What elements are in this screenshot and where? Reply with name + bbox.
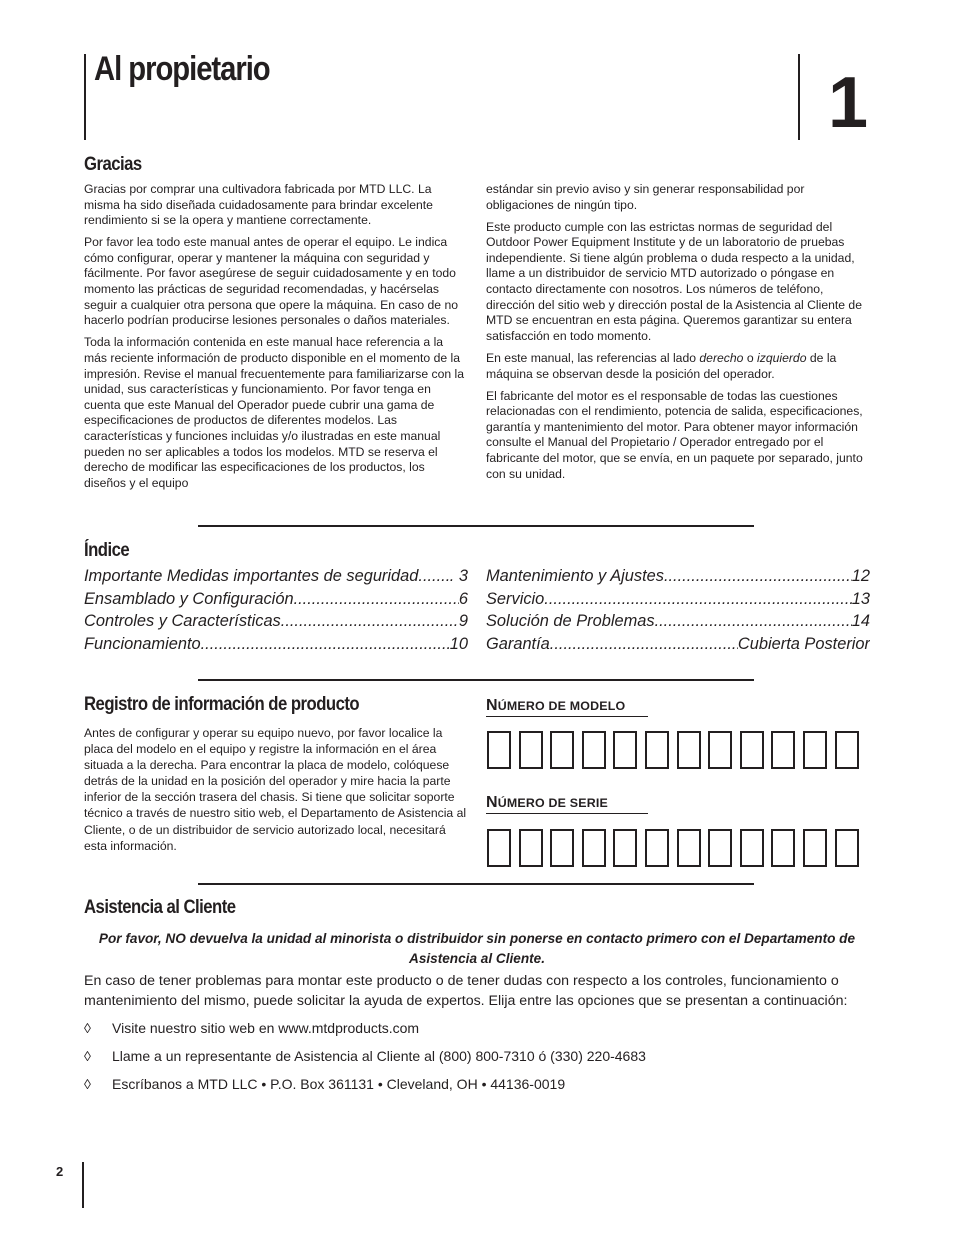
model-number-boxes — [487, 731, 859, 769]
chapter-rule — [798, 54, 800, 140]
gracias-left-column — [84, 182, 466, 498]
gracias-paragraph-2: Por favor lea todo este manual antes de operar el equipo. Le indica cómo configurar, operar y mantener la máquina con seguridad y fácilmente. Por favor asegúrese de seguir cuidadosamente y en todo momento las prácticas de seguridad recomendadas, y hacérselas seguir a cualquier otra persona que opere la máquina. En caso de no hacerlo podrían producirse lesiones personales o daños materiales. — [84, 235, 458, 328]
model-number-box[interactable] — [803, 731, 827, 769]
gracias-right-paragraph-2: Este producto cumple con las estrictas normas de seguridad del Outdoor Power Equipment Institute y de un laboratorio de pruebas independiente. Si tiene algún problema o duda respecto a la unidad, llame a un distribuidor de servicio MTD autorizado o póngase en contacto directamente con nosotros. Los números de teléfono, dirección del sitio web y dirección postal de la Asistencia al Cliente de MTD se encuentran en esta página. Queremos garantizar su entera satisfacción en todo momento. — [486, 219, 862, 343]
serial-number-box[interactable] — [708, 829, 732, 867]
contact-option-mail — [84, 1076, 565, 1092]
chapter-number: 1 — [828, 63, 867, 143]
model-number-box[interactable] — [487, 731, 511, 769]
serial-number-box[interactable] — [835, 829, 859, 867]
serial-number-boxes — [487, 829, 859, 867]
section-divider — [198, 883, 754, 885]
model-number-box[interactable] — [740, 731, 764, 769]
model-number-label: NÚMERO DE MODELO — [486, 697, 626, 714]
serial-number-box[interactable] — [771, 829, 795, 867]
asistencia-intro: En caso de tener problemas para montar este producto o de tener dudas con respecto a los controles, funcionamiento o mantenimiento del mismo, puede solicitar la ayuda de expertos. Elija entre las opciones que se presentan a continuación: — [84, 973, 848, 1009]
registro-body: Antes de configurar y operar su equipo nuevo, por favor localice la placa del modelo en el equipo y registre la información en el área situada a la derecha. Para encontrar la placa de modelo, colóquese detrás de la unidad en la posición del operador y mire hacia la parte inferior de la sección trasera del chasis. Si tiene que solicitar soporte técnico a través de nuestro sitio web, el Departamento de Asistencia al Cliente, o de un distribuidor de servicio autorizado local, necesitará esta información. — [84, 726, 467, 853]
toc-entry[interactable]: Importante Medidas importantes de seguridad ..... . 3 — [84, 565, 468, 588]
serial-number-box[interactable] — [677, 829, 701, 867]
asistencia-heading: Asistencia al Cliente — [84, 897, 236, 918]
footer-rule — [82, 1162, 84, 1208]
gracias-heading: Gracias — [84, 154, 142, 175]
gracias-right-paragraph-3: En este manual, las referencias al lado derecho o izquierdo de la máquina se observan desde la posición del operador. — [486, 350, 837, 381]
diamond-bullet-icon: ◊ — [84, 1020, 91, 1036]
toc-right-column — [486, 565, 870, 655]
serial-number-box[interactable] — [582, 829, 606, 867]
serial-number-box[interactable] — [645, 829, 669, 867]
serial-number-box[interactable] — [519, 829, 543, 867]
section-divider — [198, 525, 754, 527]
toc-left-column — [84, 565, 468, 655]
gracias-right-paragraph-4: El fabricante del motor es el responsable de todas las cuestiones relacionadas con el rendimiento, potencia de salida, especificaciones, garantía y mantenimiento del motor. Para obtener mayor información consulte el Manual del Propietario / Operador entregado por el fabricante del motor, que se envía, en un paquete por separado, junto con su unidad. — [486, 388, 863, 481]
gracias-paragraph-3: Toda la información contenida en este manual hace referencia a la más reciente información de producto disponible en el momento de la impresión. Revise el manual frecuentemente para familiarizarse con la unidad, sus características y funcionamiento. Por favor tenga en cuenta que este Manual del Operador puede cubrir una gama de especificaciones de productos de diferentes modelos. Las características y funciones incluidas y/o ilustradas en este manual pueden no ser aplicables a todos los modelos. MTD se reserva el derecho de modificar las especificaciones de los productos, los diseños y el equipo — [84, 335, 465, 490]
diamond-bullet-icon: ◊ — [84, 1048, 91, 1064]
serial-number-label: NÚMERO DE SERIE — [486, 794, 608, 811]
contact-option-text[interactable]: Llame a un representante de Asistencia al Cliente al (800) 800-7310 ó (330) 220-4683 — [112, 1048, 646, 1064]
model-number-underline — [486, 716, 648, 717]
serial-number-box[interactable] — [550, 829, 574, 867]
registro-heading: Registro de información de producto — [84, 694, 360, 715]
contact-option-website — [84, 1020, 419, 1036]
asistencia-notice: Por favor, NO devuelva la unidad al minorista o distribuidor sin ponerse en contacto primero con el Departamento de Asistencia al Cliente. — [98, 931, 856, 966]
model-number-box[interactable] — [550, 731, 574, 769]
diamond-bullet-icon: ◊ — [84, 1076, 91, 1092]
gracias-right-column — [486, 182, 872, 489]
model-number-box[interactable] — [835, 731, 859, 769]
model-number-box[interactable] — [582, 731, 606, 769]
page-title: Al propietario — [94, 50, 270, 88]
toc-entry[interactable]: Solución de Problemas ..... 14 — [486, 610, 870, 633]
serial-number-underline — [486, 813, 648, 814]
contact-option-text[interactable]: Escríbanos a MTD LLC • P.O. Box 361131 • Cleveland, OH • 44136-0019 — [112, 1076, 566, 1092]
model-number-box[interactable] — [771, 731, 795, 769]
toc-entry[interactable]: Mantenimiento y Ajustes ..... 12 — [486, 565, 870, 588]
toc-entry[interactable]: Ensamblado y Configuración ..... 6 — [84, 588, 468, 611]
toc-entry[interactable]: Servicio ..... 13 — [486, 588, 870, 611]
registro-body-column — [84, 725, 468, 860]
serial-number-box[interactable] — [740, 829, 764, 867]
gracias-right-paragraph-1: estándar sin previo aviso y sin generar responsabilidad por obligaciones de ningún tipo. — [486, 182, 805, 212]
toc-entry[interactable]: Funcionamiento ..... 10 — [84, 633, 468, 656]
model-number-box[interactable] — [613, 731, 637, 769]
contact-option-text[interactable]: Visite nuestro sitio web en www.mtdproducts.com — [112, 1020, 420, 1036]
model-number-box[interactable] — [519, 731, 543, 769]
serial-number-box[interactable] — [487, 829, 511, 867]
section-divider — [198, 679, 754, 681]
page-number: 2 — [56, 1164, 64, 1179]
gracias-paragraph-1: Gracias por comprar una cultivadora fabricada por MTD LLC. La misma ha sido diseñada cuidadosamente para brindar excelente rendimiento si se la opera y mantiene correctamente. — [84, 182, 433, 228]
serial-number-box[interactable] — [613, 829, 637, 867]
toc-entry[interactable]: Controles y Características ..... 9 — [84, 610, 468, 633]
model-number-box[interactable] — [645, 731, 669, 769]
model-number-box[interactable] — [708, 731, 732, 769]
contact-option-phone — [84, 1048, 646, 1064]
indice-heading: Índice — [84, 540, 130, 561]
title-rule — [84, 54, 86, 140]
serial-number-box[interactable] — [803, 829, 827, 867]
model-number-box[interactable] — [677, 731, 701, 769]
toc-entry[interactable]: Garantía ..... Cubierta Posterior — [486, 633, 870, 656]
